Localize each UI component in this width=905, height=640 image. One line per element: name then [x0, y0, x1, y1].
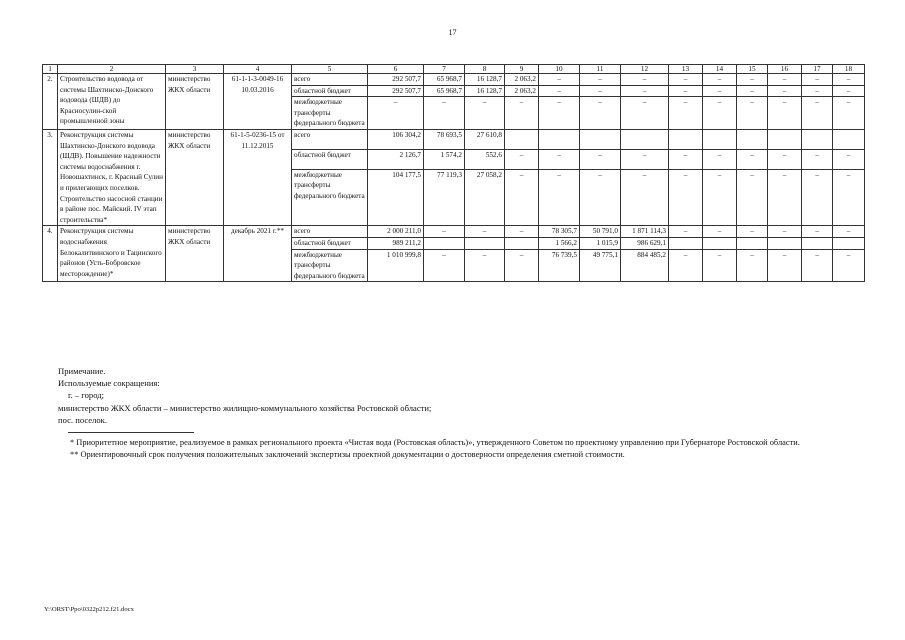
amount-cell: 552,6	[465, 149, 505, 169]
amount-cell: –	[669, 97, 703, 130]
amount-cell: –	[505, 97, 539, 130]
table-row	[43, 226, 865, 238]
abbreviations-title: Используемые сокращения:	[58, 378, 160, 389]
row-number: 2.	[43, 74, 58, 130]
funding-table	[42, 64, 865, 282]
column-number: 6	[368, 65, 424, 74]
amount-cell: 78 693,5	[424, 129, 465, 149]
amount-cell: –	[802, 249, 833, 282]
amount-cell	[703, 129, 737, 149]
amount-cell	[465, 237, 505, 249]
amount-cell: 27 610,8	[465, 129, 505, 149]
amount-cell: –	[833, 85, 865, 97]
amount-cell: 1 566,2	[539, 237, 580, 249]
table-row	[43, 129, 865, 149]
amount-cell: –	[703, 149, 737, 169]
amount-cell: –	[833, 169, 865, 225]
column-number: 14	[703, 65, 737, 74]
amount-cell: –	[737, 249, 768, 282]
column-number: 3	[166, 65, 224, 74]
amount-cell: 16 128,7	[465, 74, 505, 86]
amount-cell: –	[539, 97, 580, 130]
amount-cell: –	[669, 169, 703, 225]
project-code: декабрь 2021 г.**	[224, 226, 292, 282]
amount-cell: –	[802, 74, 833, 86]
amount-cell: –	[424, 249, 465, 282]
footnote-separator	[68, 432, 194, 433]
amount-cell: 2 063,2	[505, 85, 539, 97]
abbreviation-item: министерство ЖКХ области – министерство жилищно-коммунального хозяйства Ростовской области;	[58, 402, 432, 413]
amount-cell: 50 791,0	[580, 226, 621, 238]
amount-cell: –	[703, 249, 737, 282]
amount-cell: –	[669, 226, 703, 238]
column-number: 9	[505, 65, 539, 74]
amount-cell: 49 775,1	[580, 249, 621, 282]
amount-cell: –	[737, 226, 768, 238]
funding-source: областной бюджет	[292, 149, 368, 169]
amount-cell: –	[621, 149, 669, 169]
footnotes	[44, 437, 862, 460]
amount-cell: –	[833, 74, 865, 86]
amount-cell: –	[703, 74, 737, 86]
amount-cell	[621, 129, 669, 149]
amount-cell: –	[768, 169, 802, 225]
column-number: 18	[833, 65, 865, 74]
amount-cell: –	[505, 149, 539, 169]
funding-source: всего	[292, 129, 368, 149]
column-number: 2	[58, 65, 166, 74]
amount-cell: 989 211,2	[368, 237, 424, 249]
amount-cell	[768, 237, 802, 249]
amount-cell: –	[802, 85, 833, 97]
amount-cell: –	[539, 149, 580, 169]
amount-cell	[833, 237, 865, 249]
measure-name: Реконструкция системы Шахтинско-Донского водовода (ШДВ). Повышение надежности системы водоснабжения г. Новошахтинск, г. Красный Сулин и прилегающих поселков. Строительство насосной станции в районе пос. Майский. IV этап строительства*	[58, 129, 166, 225]
amount-cell: –	[621, 97, 669, 130]
amount-cell: –	[368, 97, 424, 130]
project-code: 61-1-5-0236-15 от 11.12.2015	[224, 129, 292, 225]
column-number: 15	[737, 65, 768, 74]
amount-cell: 76 739,5	[539, 249, 580, 282]
amount-cell: –	[703, 169, 737, 225]
amount-cell: –	[580, 149, 621, 169]
amount-cell: 2 063,2	[505, 74, 539, 86]
amount-cell: –	[539, 74, 580, 86]
amount-cell: –	[737, 149, 768, 169]
abbreviation-item: пос. поселок.	[58, 414, 107, 425]
amount-cell: –	[802, 97, 833, 130]
row-number: 3.	[43, 129, 58, 225]
funding-source: областной бюджет	[292, 237, 368, 249]
amount-cell: –	[465, 226, 505, 238]
amount-cell	[833, 129, 865, 149]
amount-cell: –	[669, 249, 703, 282]
amount-cell	[580, 129, 621, 149]
amount-cell: 1 574,2	[424, 149, 465, 169]
executor: министерство ЖКХ области	[166, 226, 224, 282]
amount-cell: 27 058,2	[465, 169, 505, 225]
column-number: 8	[465, 65, 505, 74]
amount-cell: –	[768, 85, 802, 97]
amount-cell: –	[505, 226, 539, 238]
amount-cell: –	[737, 97, 768, 130]
abbreviation-item: г. – город;	[68, 390, 105, 401]
amount-cell: –	[669, 149, 703, 169]
amount-cell	[737, 129, 768, 149]
amount-cell: –	[465, 97, 505, 130]
amount-cell: –	[768, 74, 802, 86]
amount-cell: –	[833, 249, 865, 282]
amount-cell: –	[768, 249, 802, 282]
funding-source: областной бюджет	[292, 85, 368, 97]
column-number: 5	[292, 65, 368, 74]
column-number: 16	[768, 65, 802, 74]
amount-cell: –	[768, 226, 802, 238]
executor: министерство ЖКХ области	[166, 129, 224, 225]
column-number: 10	[539, 65, 580, 74]
funding-source: межбюджетные трансферты федерального бюджета	[292, 97, 368, 130]
amount-cell: –	[737, 169, 768, 225]
amount-cell: –	[802, 226, 833, 238]
amount-cell: –	[768, 97, 802, 130]
column-number-row	[43, 65, 865, 74]
amount-cell: –	[833, 97, 865, 130]
amount-cell: –	[703, 226, 737, 238]
amount-cell: 65 968,7	[424, 74, 465, 86]
amount-cell: –	[802, 169, 833, 225]
table-row	[43, 74, 865, 86]
column-number: 12	[621, 65, 669, 74]
file-path: Y:\ORST\Ppo\0322p212.f21.docx	[44, 606, 134, 613]
amount-cell: 292 507,7	[368, 85, 424, 97]
column-number: 11	[580, 65, 621, 74]
project-code: 61-1-1-3-0049-16 10.03.2016	[224, 74, 292, 130]
amount-cell: –	[539, 169, 580, 225]
measure-name: Строительство водовода от системы Шахтинско-Донского водовода (ШДВ) до Красносулин-ской промышленной зоны	[58, 74, 166, 130]
amount-cell: 77 119,3	[424, 169, 465, 225]
amount-cell: –	[669, 74, 703, 86]
row-number: 4.	[43, 226, 58, 282]
amount-cell: 1 010 999,8	[368, 249, 424, 282]
amount-cell: –	[703, 85, 737, 97]
notes	[58, 365, 858, 426]
amount-cell: –	[505, 169, 539, 225]
amount-cell	[505, 129, 539, 149]
notes-title: Примечание.	[58, 366, 106, 376]
executor: министерство ЖКХ области	[166, 74, 224, 130]
amount-cell: –	[802, 149, 833, 169]
amount-cell: 78 305,7	[539, 226, 580, 238]
measure-name: Реконструкция системы водоснабжения Белокалитвинского и Тацинского районов (Усть-Бобровское месторождение)*	[58, 226, 166, 282]
amount-cell: –	[424, 226, 465, 238]
amount-cell	[802, 237, 833, 249]
amount-cell: 106 304,2	[368, 129, 424, 149]
amount-cell: –	[580, 74, 621, 86]
page-number: 17	[448, 28, 457, 37]
amount-cell: 292 507,7	[368, 74, 424, 86]
amount-cell: 986 629,1	[621, 237, 669, 249]
column-number: 17	[802, 65, 833, 74]
amount-cell: –	[424, 97, 465, 130]
amount-cell	[669, 237, 703, 249]
amount-cell	[802, 129, 833, 149]
amount-cell	[669, 129, 703, 149]
column-number: 4	[224, 65, 292, 74]
amount-cell: 16 128,7	[465, 85, 505, 97]
amount-cell: 1 015,9	[580, 237, 621, 249]
amount-cell: –	[669, 85, 703, 97]
funding-source: всего	[292, 74, 368, 86]
amount-cell	[424, 237, 465, 249]
amount-cell: 65 968,7	[424, 85, 465, 97]
amount-cell: –	[621, 169, 669, 225]
amount-cell: 884 485,2	[621, 249, 669, 282]
amount-cell: –	[737, 74, 768, 86]
column-number: 7	[424, 65, 465, 74]
amount-cell: –	[539, 85, 580, 97]
funding-source: всего	[292, 226, 368, 238]
amount-cell: –	[833, 226, 865, 238]
funding-source: межбюджетные трансферты федерального бюджета	[292, 169, 368, 225]
amount-cell: –	[768, 149, 802, 169]
amount-cell: 104 177,5	[368, 169, 424, 225]
amount-cell	[703, 237, 737, 249]
amount-cell	[737, 237, 768, 249]
column-number: 13	[669, 65, 703, 74]
amount-cell: 2 126,7	[368, 149, 424, 169]
amount-cell: –	[580, 169, 621, 225]
footnote-priority: * Приоритетное мероприятие, реализуемое в рамках регионального проекта «Чистая вода (Ростовская область)», утвержденного Советом по проектному управлению при Губернаторе Ростовской области.	[70, 438, 800, 447]
amount-cell	[539, 129, 580, 149]
amount-cell: –	[465, 249, 505, 282]
amount-cell: –	[505, 249, 539, 282]
amount-cell	[768, 129, 802, 149]
amount-cell: 2 000 211,0	[368, 226, 424, 238]
amount-cell: –	[737, 85, 768, 97]
amount-cell: 1 871 114,3	[621, 226, 669, 238]
column-number: 1	[43, 65, 58, 74]
amount-cell: –	[580, 97, 621, 130]
amount-cell: –	[703, 97, 737, 130]
footnote-deadline: ** Ориентировочный срок получения положительных заключений экспертизы проектной документации о достоверности определения сметной стоимости.	[70, 449, 625, 459]
funding-source: межбюджетные трансферты федерального бюджета	[292, 249, 368, 282]
amount-cell: –	[621, 85, 669, 97]
table-body	[43, 74, 865, 282]
amount-cell: –	[833, 149, 865, 169]
amount-cell: –	[621, 74, 669, 86]
amount-cell	[505, 237, 539, 249]
amount-cell: –	[580, 85, 621, 97]
